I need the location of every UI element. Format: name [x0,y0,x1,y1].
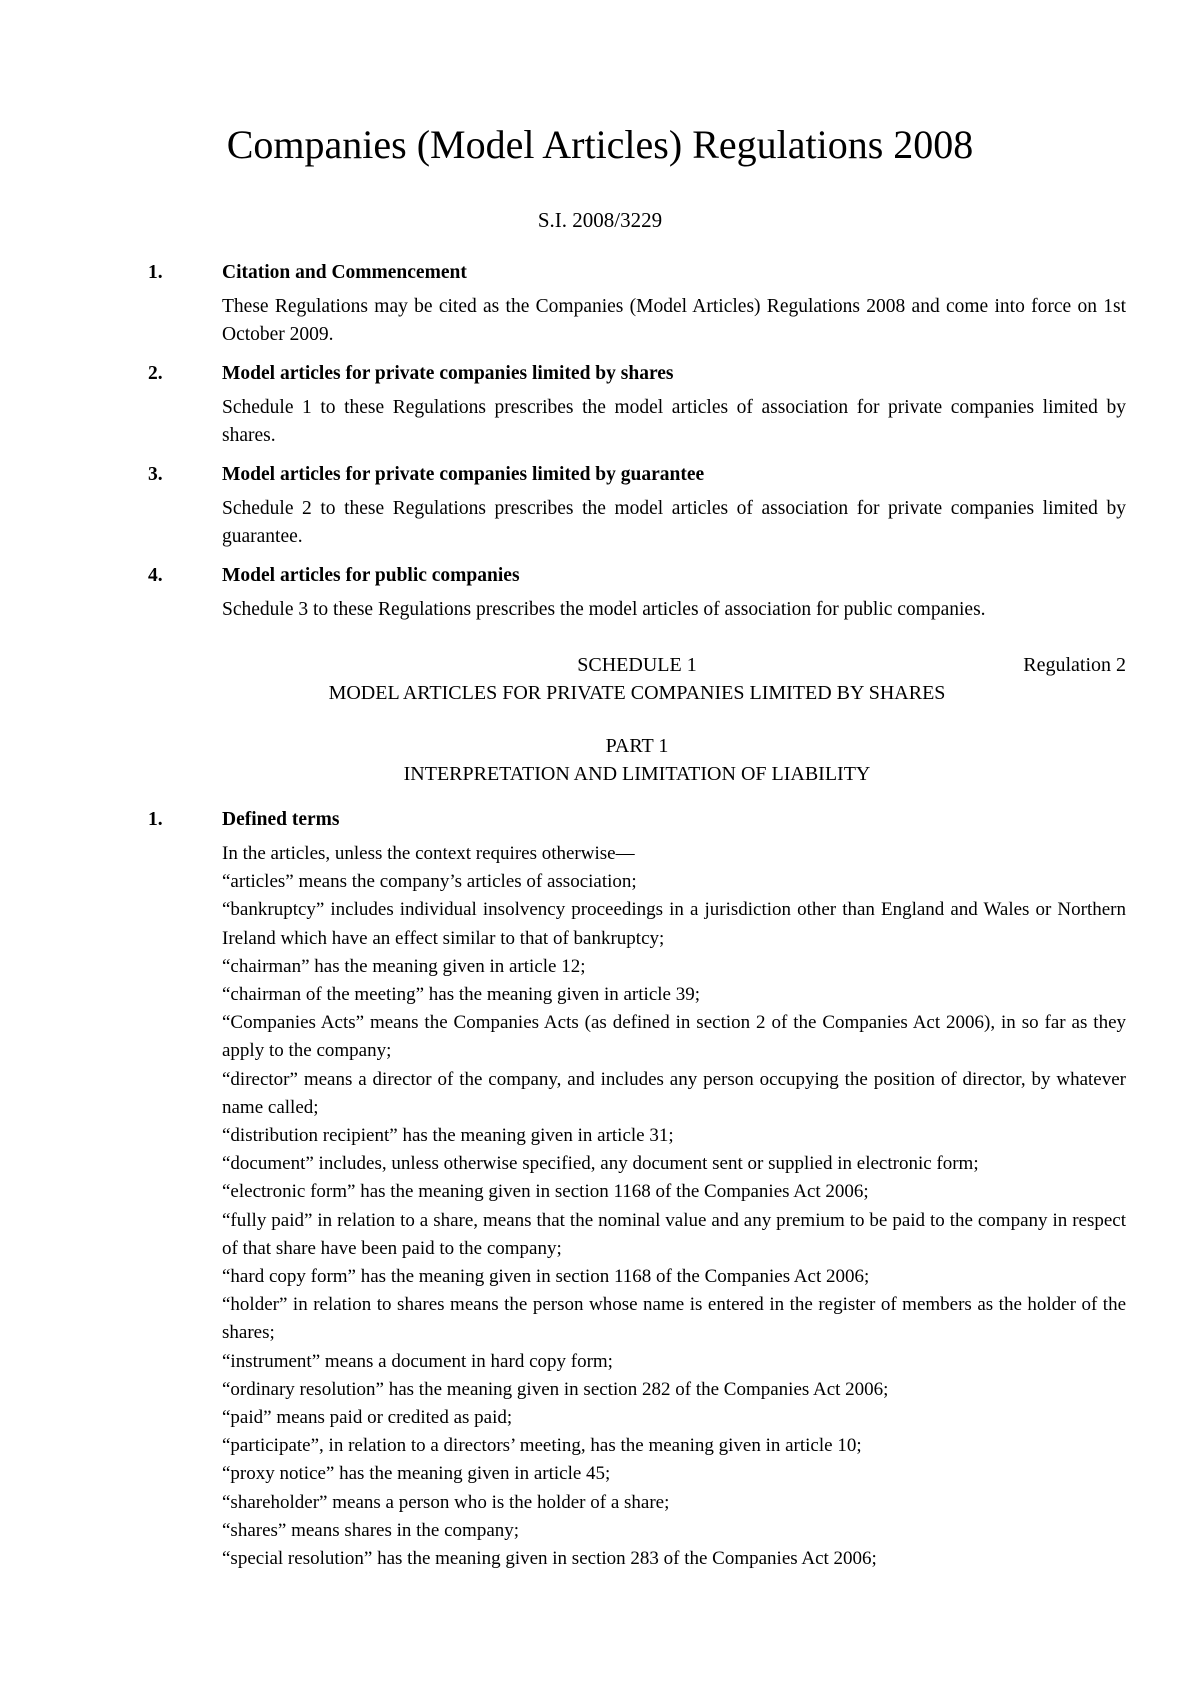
article-body [222,840,1126,1573]
regulation-number: 1. [148,262,163,283]
definition-item: “paid” means paid or credited as paid; [222,1407,513,1429]
regulation-text: These Regulations may be cited as the Companies (Model Articles) Regulations 2008 and come into force on 1st October 2009. [222,296,1126,345]
regulation-item [148,259,1126,349]
definition-item: “proxy notice” has the meaning given in article 45; [222,1463,611,1485]
part-title: PART 1 [605,735,669,757]
definition-item: “hard copy form” has the meaning given in section 1168 of the Companies Act 2006; [222,1266,870,1288]
definition-item: “holder” in relation to shares means the person whose name is entered in the register of members as the holder of the shares; [222,1294,1126,1344]
part-subtitle: INTERPRETATION AND LIMITATION OF LIABILITY [403,763,871,785]
statutory-instrument-reference: S.I. 2008/3229 [537,208,663,232]
schedule-title: SCHEDULE 1 [577,654,697,676]
definition-item: “chairman” has the meaning given in article 12; [222,955,586,977]
definition-item: “chairman of the meeting” has the meaning given in article 39; [222,984,700,1006]
definition-item: “electronic form” has the meaning given in section 1168 of the Companies Act 2006; [222,1181,869,1203]
regulation-text: Schedule 2 to these Regulations prescribes the model articles of association for private companies limited by guarantee. [222,498,1126,547]
regulation-number: 4. [148,565,163,586]
article-defined-terms [148,806,1126,1573]
definition-item: “bankruptcy” includes individual insolvency proceedings in a jurisdiction other than England and Wales or Northern Ireland which have an effect similar to that of bankruptcy; [222,899,1126,949]
definition-item: “Companies Acts” means the Companies Acts (as defined in section 2 of the Companies Act 2006), in so far as they apply to the company; [222,1012,1126,1062]
definition-item: “document” includes, unless otherwise specified, any document sent or supplied in electronic form; [222,1153,979,1175]
definition-item: “distribution recipient” has the meaning given in article 31; [222,1125,674,1147]
schedule-title-line [148,651,1126,679]
definition-item: “instrument” means a document in hard copy form; [222,1350,613,1372]
regulation-heading: Citation and Commencement [222,262,467,283]
definition-item: “shares” means shares in the company; [222,1519,520,1541]
part-header [148,732,1126,788]
regulation-number: 2. [148,363,163,384]
definition-item: “shareholder” means a person who is the holder of a share; [222,1491,670,1513]
regulation-item [148,562,1126,624]
regulations-list [148,259,1126,635]
article-heading: Defined terms [222,809,340,830]
document-title: Companies (Model Articles) Regulations 2008 [226,122,974,167]
regulation-heading: Model articles for public companies [222,565,520,586]
regulation-number: 3. [148,464,163,485]
regulation-text: Schedule 1 to these Regulations prescribes the model articles of association for private companies limited by shares. [222,397,1126,446]
definition-item: “fully paid” in relation to a share, means that the nominal value and any premium to be paid to the company in respect of that share have been paid to the company; [222,1209,1126,1259]
article-number: 1. [148,809,163,830]
regulation-heading: Model articles for private companies limited by shares [222,363,674,384]
article-intro: In the articles, unless the context requires otherwise— [222,843,635,864]
definition-item: “ordinary resolution” has the meaning given in section 282 of the Companies Act 2006; [222,1378,889,1400]
definition-item: “participate”, in relation to a directors’ meeting, has the meaning given in article 10; [222,1435,862,1457]
schedule-regulation-reference: Regulation 2 [1023,654,1126,676]
regulation-item [148,360,1126,450]
schedule-subtitle: MODEL ARTICLES FOR PRIVATE COMPANIES LIMITED BY SHARES [328,682,946,704]
definition-item: “director” means a director of the company, and includes any person occupying the position of director, by whatever name called; [222,1068,1126,1118]
regulation-heading: Model articles for private companies limited by guarantee [222,464,705,485]
schedule-header [148,651,1126,707]
definition-item: “special resolution” has the meaning given in section 283 of the Companies Act 2006; [222,1548,877,1570]
regulation-item [148,461,1126,551]
definition-item: “articles” means the company’s articles of association; [222,871,637,893]
regulation-text: Schedule 3 to these Regulations prescribes the model articles of association for public companies. [222,599,986,620]
